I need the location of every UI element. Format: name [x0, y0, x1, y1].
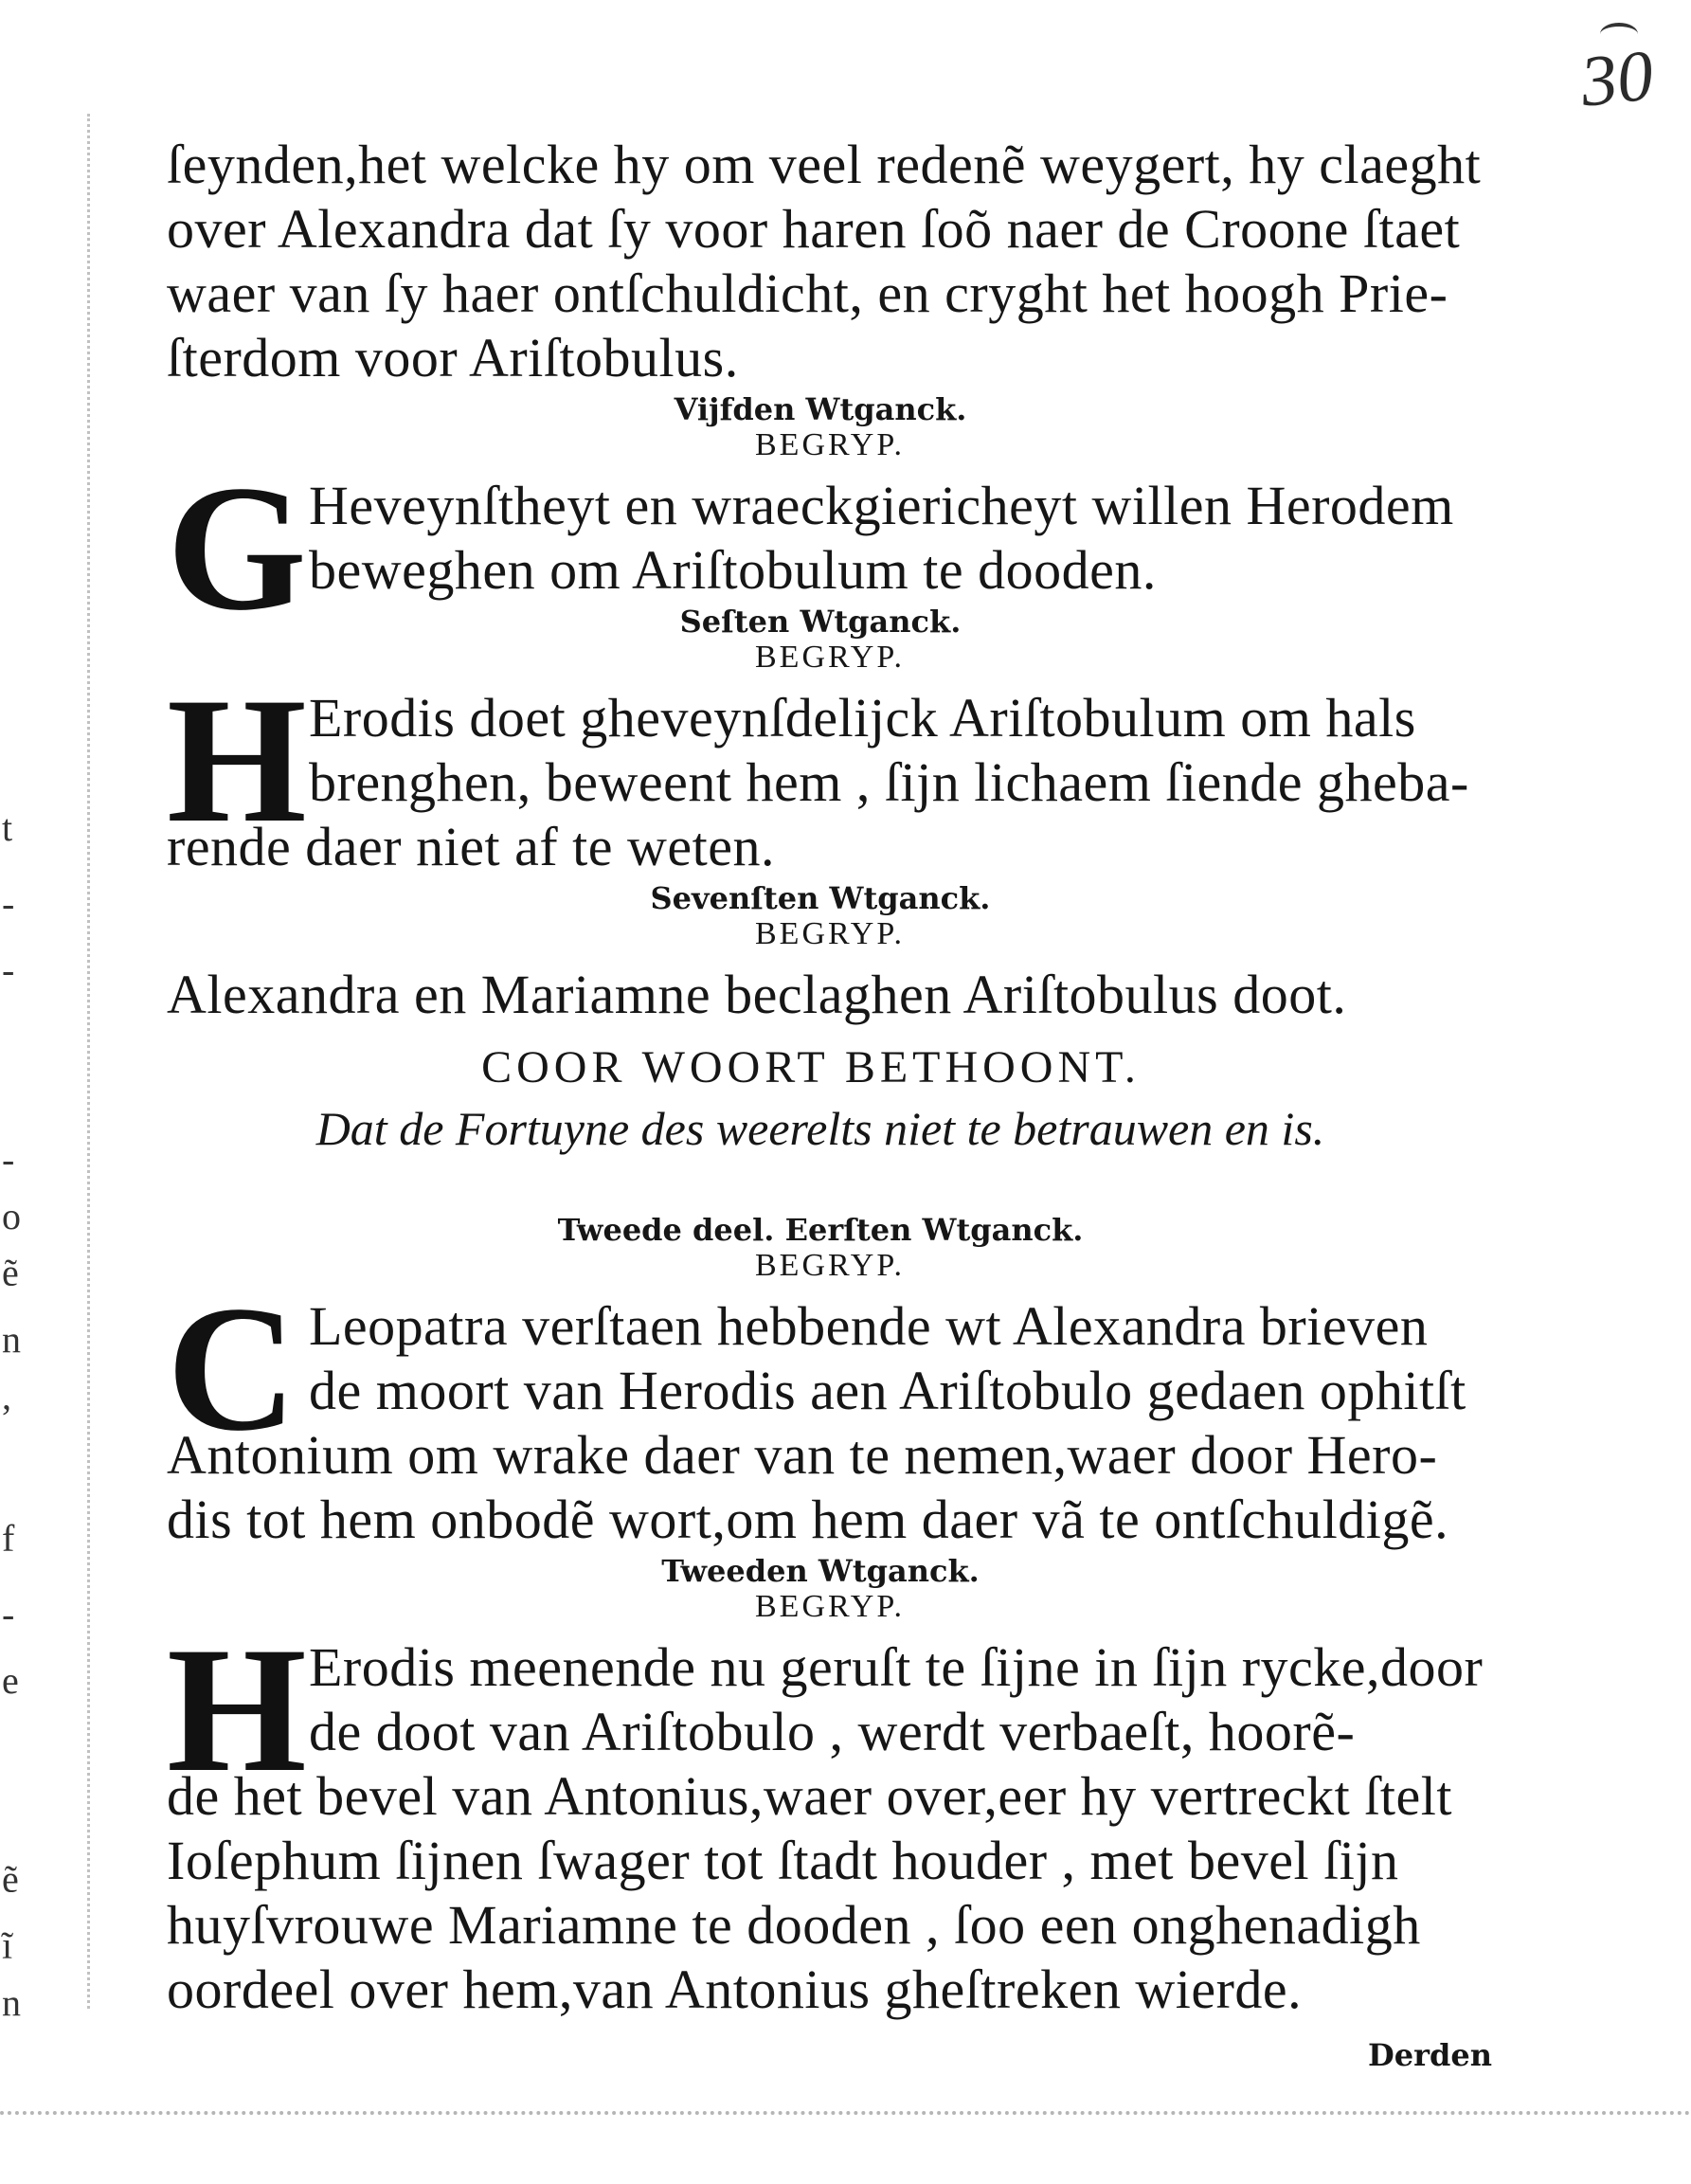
catchword: Derden — [1368, 2037, 1492, 2073]
gutter-letter: n — [2, 1318, 21, 1361]
text-block — [167, 133, 1512, 2022]
binding-shadow — [87, 114, 99, 2009]
seventh-summary — [167, 963, 1512, 1027]
page-edge — [0, 2111, 1691, 2115]
text-line: waer van ſy haer ontſchuldicht, en cryght het hoogh Prie- — [167, 262, 1448, 324]
text-line: rende daer niet af te weten. — [167, 816, 775, 877]
gutter-letter: ẽ — [2, 1252, 19, 1294]
section-heading: Tweeden Wtganck. — [661, 1553, 980, 1589]
begryp-label: BEGRYP. — [755, 427, 905, 462]
text-line: Leopatra verſtaen hebbende wt Alexandra brieven — [309, 1295, 1429, 1357]
intro-paragraph — [167, 133, 1512, 390]
text-line: ſterdom voor Ariſtobulus. — [167, 327, 739, 388]
section-heading: Sevenſten Wtganck. — [650, 880, 991, 916]
text-line: Heveynſtheyt en wraeckgiericheyt willen Herodem — [309, 475, 1454, 536]
text-line: Alexandra en Mariamne beclaghen Ariſtobulus doot. — [167, 964, 1347, 1025]
chorus-title: COOR WOORT BETHOONT. — [481, 1042, 1141, 1092]
gutter-letter: , — [2, 1375, 11, 1417]
gutter-letter: ĩ — [2, 1924, 13, 1967]
begryp-label: BEGRYP. — [755, 1589, 905, 1624]
begryp-label: BEGRYP. — [755, 1248, 905, 1283]
section-heading: Tweede deel. Eerſten Wtganck. — [557, 1212, 1084, 1248]
gutter-letter: t — [2, 806, 13, 849]
text-line: beweghen om Ariſtobulum te dooden. — [309, 539, 1157, 601]
text-line: huyſvrouwe Mariamne te dooden , ſoo een onghenadigh — [167, 1894, 1421, 1956]
text-line: Ioſephum ſijnen ſwager tot ſtadt houder , met bevel ſijn — [167, 1830, 1399, 1891]
drop-cap: H — [167, 661, 307, 860]
text-line: over Alexandra dat ſy voor haren ſoõ naer de Croone ſtaet — [167, 198, 1461, 260]
text-line: Antonium om wrake daer van te nemen,waer door Hero- — [167, 1424, 1438, 1486]
text-line: de het bevel van Antonius,waer over,eer hy vertreckt ſtelt — [167, 1765, 1452, 1827]
gutter-letter: e — [2, 1659, 19, 1702]
section-heading: Seſten Wtganck. — [679, 604, 962, 640]
begryp-label: BEGRYP. — [755, 916, 905, 951]
drop-cap: C — [167, 1270, 297, 1469]
left-margin-bleed — [0, 0, 38, 2184]
gutter-letter: f — [2, 1517, 15, 1560]
chorus-motto: Dat de Fortuyne des weerelts niet te betrauwen en is. — [315, 1102, 1325, 1155]
gutter-letter: - — [2, 1593, 15, 1635]
gutter-letter: o — [2, 1195, 21, 1237]
page-number: 30 — [1576, 35, 1658, 122]
begryp-label: BEGRYP. — [755, 640, 905, 675]
text-line: dis tot hem onbodẽ wort,om hem daer vã te ontſchuldigẽ. — [167, 1489, 1449, 1550]
sixth-summary — [167, 661, 1512, 879]
text-line: brenghen, beweent hem , ſijn lichaem ſiende gheba- — [309, 751, 1469, 813]
second-part-second-summary — [167, 1611, 1512, 2022]
drop-cap: H — [167, 1611, 307, 1810]
gutter-letter: - — [2, 1138, 15, 1181]
text-line: Erodis doet gheveynſdelijck Ariſtobulum om hals — [309, 687, 1416, 749]
gutter-letter: ẽ — [2, 1858, 19, 1901]
gutter-letter: - — [2, 948, 15, 991]
drop-cap: G — [167, 449, 307, 648]
text-line: de moort van Herodis aen Ariſtobulo gedaen ophitſt — [309, 1360, 1466, 1421]
gutter-letter: n — [2, 1981, 21, 2024]
text-line: de doot van Ariſtobulo , werdt verbaeſt, hoorẽ- — [309, 1701, 1356, 1762]
text-line: oordeel over hem,van Antonius gheſtreken wierde. — [167, 1958, 1303, 2020]
text-line: Erodis meenende nu geruſt te ſijne in ſijn rycke,door — [309, 1636, 1484, 1698]
section-heading: Vijfden Wtganck. — [674, 391, 967, 427]
text-line: ſeynden,het welcke hy om veel redenẽ weygert, hy claeght — [167, 134, 1482, 195]
gutter-letter: - — [2, 882, 15, 925]
second-part-first-summary — [167, 1270, 1512, 1552]
